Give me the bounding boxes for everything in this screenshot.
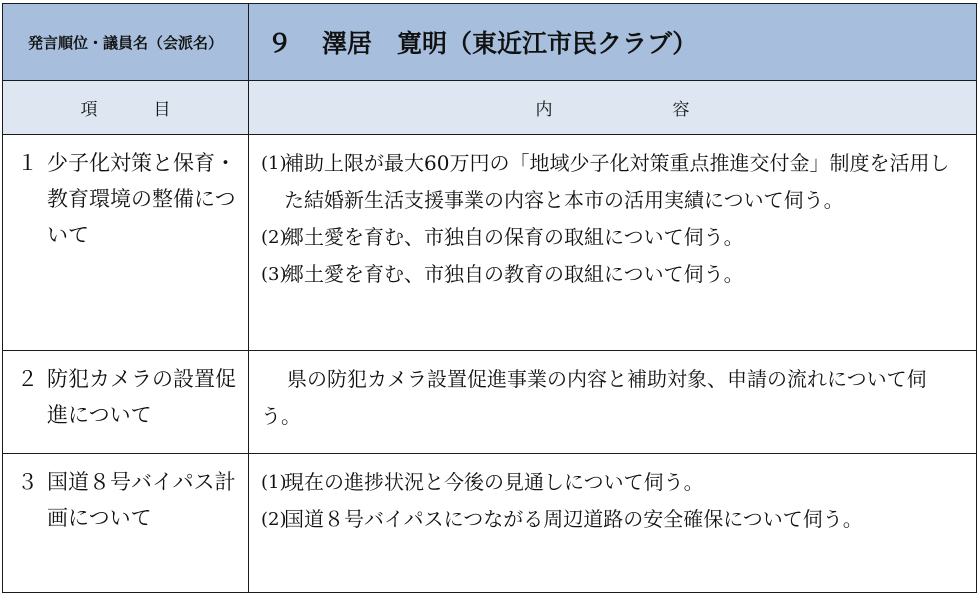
item-title: 防犯カメラの設置促進について <box>47 367 236 427</box>
item-number: ２ <box>17 367 38 391</box>
column-header-content <box>249 81 977 135</box>
item-number: １ <box>17 151 38 175</box>
item-cell <box>3 135 249 351</box>
question-paragraph <box>261 501 962 538</box>
header-label-cell <box>3 4 249 81</box>
paragraph-number: (3) <box>261 264 287 285</box>
item-cell <box>3 351 249 454</box>
paragraph-text: 現在の進捗状況と今後の見通しについて伺う。 <box>284 470 704 494</box>
paragraph-number: (1) <box>261 153 287 174</box>
column-header-content-char-2: 容 <box>672 100 690 120</box>
content-cell <box>249 135 977 351</box>
column-header-item-char-1: 項 <box>80 100 98 120</box>
paragraph-text: 郷土愛を育む、市独自の教育の取組について伺う。 <box>284 262 744 286</box>
content-cell <box>249 454 977 593</box>
question-paragraph <box>261 145 962 219</box>
item-title: 少子化対策と保育・教育環境の整備について <box>47 151 236 247</box>
column-header-item-char-2: 目 <box>153 100 171 120</box>
item-cell <box>3 454 249 593</box>
question-paragraph <box>261 464 962 501</box>
header-name-cell <box>249 4 977 81</box>
question-table <box>2 3 977 593</box>
question-row <box>3 454 977 593</box>
column-header-content-char-1: 内 <box>535 100 553 120</box>
column-header-item <box>3 81 249 135</box>
question-paragraph <box>261 256 962 293</box>
question-row <box>3 351 977 454</box>
item-number: ３ <box>17 470 38 494</box>
paragraph-number: (1) <box>261 472 287 493</box>
paragraph-text: 郷土愛を育む、市独自の保育の取組について伺う。 <box>284 225 744 249</box>
header-row <box>3 4 977 81</box>
paragraph-text: 補助上限が最大60万円の「地域少子化対策重点推進交付金」制度を活用した結婚新生活支援事業の内容と本市の活用実績について伺う。 <box>284 151 950 212</box>
paragraph-number: (2) <box>261 227 287 248</box>
header-label: 発言順位・議員名（会派名） <box>27 33 223 52</box>
speaking-order-number: ９ <box>267 29 293 58</box>
question-paragraph: 県の防犯カメラ設置促進事業の内容と補助対象、申請の流れについて伺う。 <box>261 367 927 428</box>
question-row <box>3 135 977 351</box>
item-title: 国道８号バイパス計画について <box>47 470 236 530</box>
content-cell <box>249 351 977 454</box>
question-sheet <box>2 3 976 592</box>
member-name: 澤居 寛明（東近江市民クラブ） <box>322 29 698 58</box>
column-header-row <box>3 81 977 135</box>
paragraph-number: (2) <box>261 509 287 530</box>
member-heading <box>249 24 976 60</box>
question-paragraph <box>261 219 962 256</box>
paragraph-text: 国道８号バイパスにつながる周辺道路の安全確保について伺う。 <box>284 507 863 531</box>
